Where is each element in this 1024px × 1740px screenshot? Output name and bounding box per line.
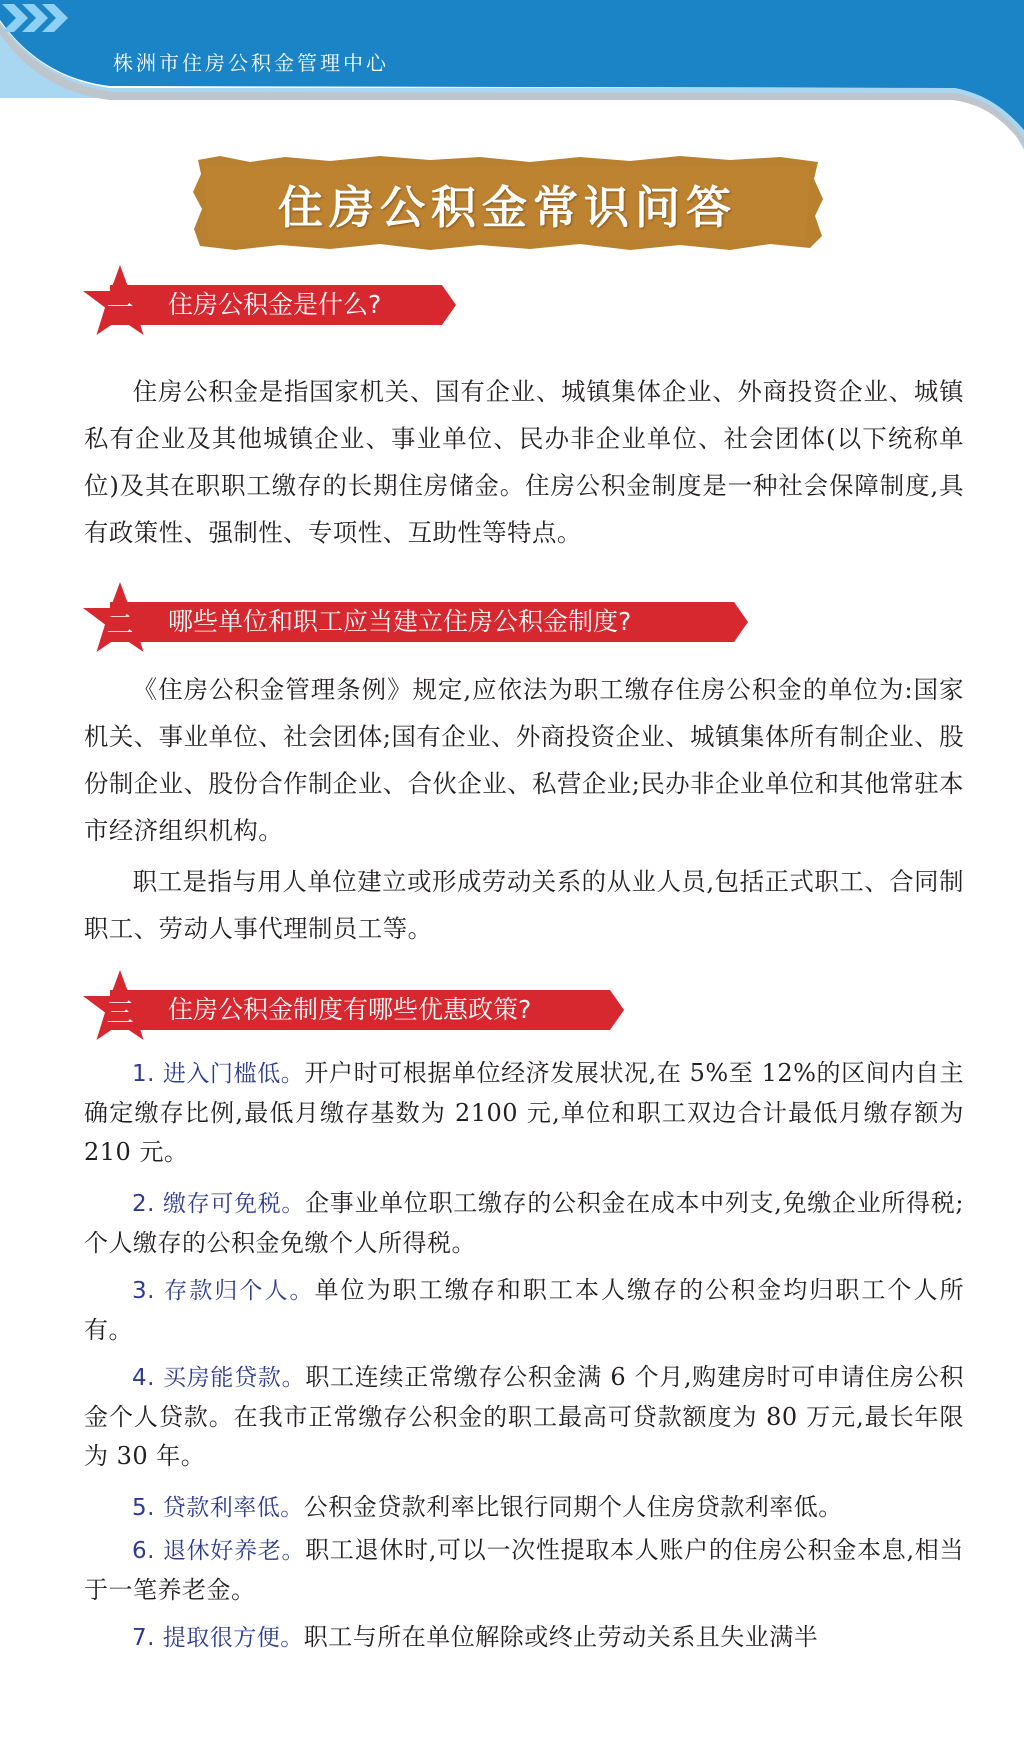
item-lead: 1. 进入门槛低。 (132, 1061, 305, 1087)
list-item (84, 1618, 964, 1658)
item-lead: 5. 贷款利率低。 (132, 1495, 304, 1521)
item-lead: 6. 退休好养老。 (132, 1538, 306, 1564)
list-item (84, 1488, 964, 1528)
item-text: 职工与所在单位解除或终止劳动关系且失业满半 (303, 1623, 819, 1651)
item-text: 单位为职工缴存和职工本人缴存的公积金均归职工个人所有。 (84, 1276, 965, 1344)
header-band (0, 0, 1024, 150)
list-item (84, 1358, 964, 1476)
item-text: 职工连续正常缴存公积金满 6 个月,购建房时可申请住房公积金个人贷款。在我市正常缴存公积金的职工最高可贷款额度为 80 万元,最长年限为 30 年。 (84, 1363, 965, 1470)
paragraph: 职工是指与用人单位建立或形成劳动关系的从业人员,包括正式职工、合同制职工、劳动人事代理制员工等。 (84, 867, 964, 943)
item-text: 开户时可根据单位经济发展状况,在 5%至 12%的区间内自主确定缴存比例,最低月缴存基数为 2100 元,单位和职工双边合计最低月缴存额为 210 元。 (84, 1059, 964, 1166)
list-item (84, 1271, 964, 1350)
list-item (84, 1054, 964, 1172)
title-banner (190, 154, 825, 252)
item-lead: 7. 提取很方便。 (132, 1625, 304, 1651)
item-lead: 3. 存款归个人。 (132, 1278, 315, 1304)
paragraph: 住房公积金是指国家机关、国有企业、城镇集体企业、外商投资企业、城镇私有企业及其他城镇企业、事业单位、民办非企业单位、社会团体(以下统称单位)及其在职职工缴存的长期住房储金。住房公积金制度是一种社会保障制度,具有政策性、强制性、专项性、互助性等特点。 (84, 377, 964, 547)
item-lead: 2. 缴存可免税。 (132, 1191, 306, 1217)
item-text: 职工退休时,可以一次性提取本人账户的住房公积金本息,相当于一笔养老金。 (84, 1536, 964, 1604)
item-text: 企事业单位职工缴存的公积金在成本中列支,免缴企业所得税;个人缴存的公积金免缴个人所得税。 (84, 1189, 964, 1257)
list-item (84, 1531, 964, 1610)
section-number: 三 (106, 997, 134, 1029)
item-lead: 4. 买房能贷款。 (132, 1365, 306, 1391)
section-heading-text: 哪些单位和职工应当建立住房公积金制度? (168, 607, 632, 636)
organization-name: 株洲市住房公积金管理中心 (113, 51, 389, 75)
section-heading-text: 住房公积金是什么? (168, 290, 382, 319)
list-item (84, 1184, 964, 1263)
section-heading-text: 住房公积金制度有哪些优惠政策? (168, 995, 532, 1024)
section-number: 二 (106, 609, 134, 641)
section-number: 一 (106, 292, 134, 324)
item-text: 公积金贷款利率比银行同期个人住房贷款利率低。 (303, 1493, 843, 1521)
chevron-arrows-icon (0, 0, 72, 36)
page-title: 住房公积金常识问答 (277, 180, 737, 234)
paragraph: 《住房公积金管理条例》规定,应依法为职工缴存住房公积金的单位为:国家机关、事业单位、社会团体;国有企业、外商投资企业、城镇集体所有制企业、股份制企业、股份合作制企业、合伙企业、私营企业;民办非企业单位和其他常驻本市经济组织机构。 (84, 675, 964, 845)
